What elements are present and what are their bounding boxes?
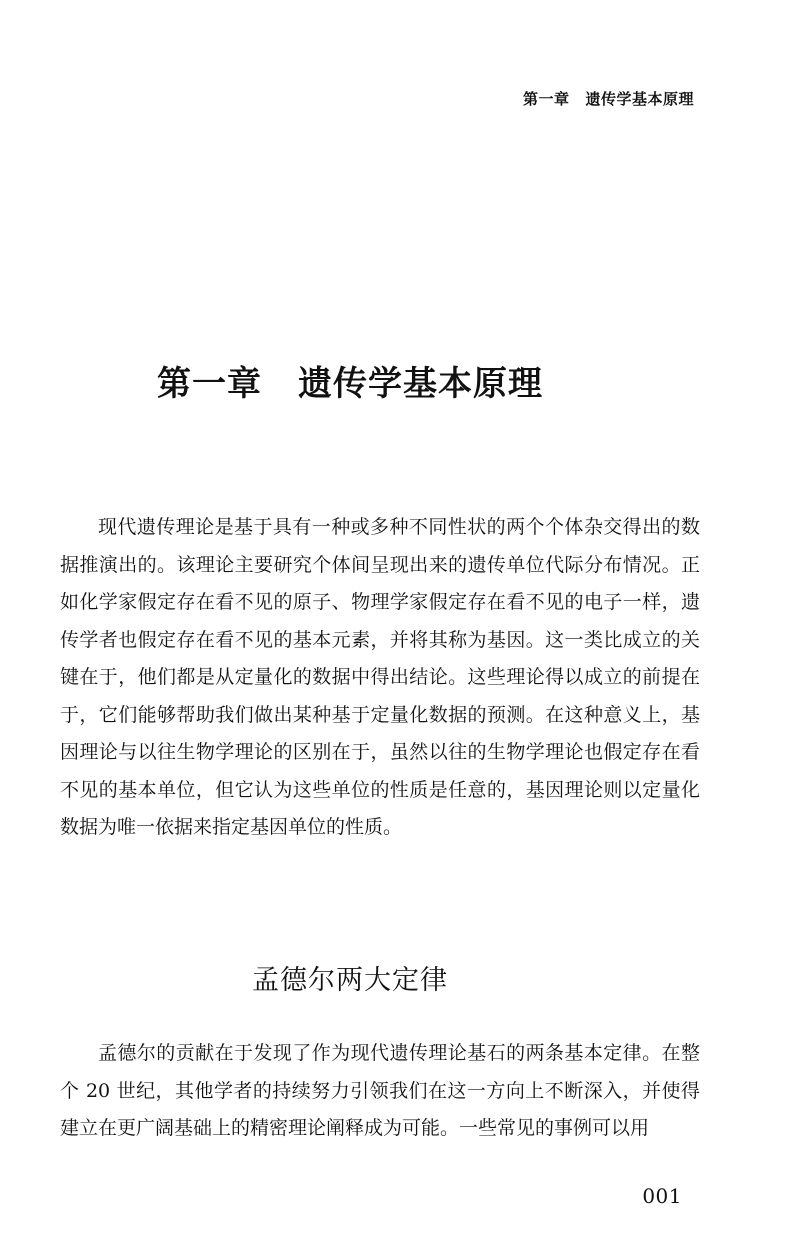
- chapter-title: [0, 356, 700, 405]
- running-head: [523, 88, 694, 109]
- intro-paragraph: 现代遗传理论是基于具有一种或多种不同性状的两个个体杂交得出的数据推演出的。该理论主要研究个体间呈现出来的遗传单位代际分布情况。正如化学家假定存在看不见的原子、物理学家假定存在看不见的电子一样，遗传学者也假定存在看不见的基本元素，并将其称为基因。这一类比成立的关键在于，他们都是从定量化的数据中得出结论。这些理论得以成立的前提在于，它们能够帮助我们做出某种基于定量化数据的预测。在这种意义上，基因理论与以往生物学理论的区别在于，虽然以往的生物学理论也假定存在看不见的基本单位，但它认为这些单位的性质是任意的，基因理论则以定量化数据为唯一依据来指定基因单位的性质。: [60, 516, 700, 838]
- intro-text: [60, 509, 700, 847]
- section-text: [60, 1035, 700, 1148]
- chapter-name: 遗传学基本原理: [298, 364, 543, 404]
- running-head-chapter-label: 第一章: [522, 90, 570, 108]
- running-head-chapter-name: 遗传学基本原理: [585, 90, 694, 108]
- page-number: 001: [642, 1184, 682, 1208]
- section-heading: 孟德尔两大定律: [252, 965, 448, 996]
- section-paragraph: 孟德尔的贡献在于发现了作为现代遗传理论基石的两条基本定律。在整个 20 世纪，其他学者的持续努力引领我们在这一方向上不断深入，并使得建立在更广阔基础上的精密理论阐释成为可能。一些常见的事例可以用: [60, 1042, 700, 1139]
- chapter-label: 第一章: [157, 364, 262, 404]
